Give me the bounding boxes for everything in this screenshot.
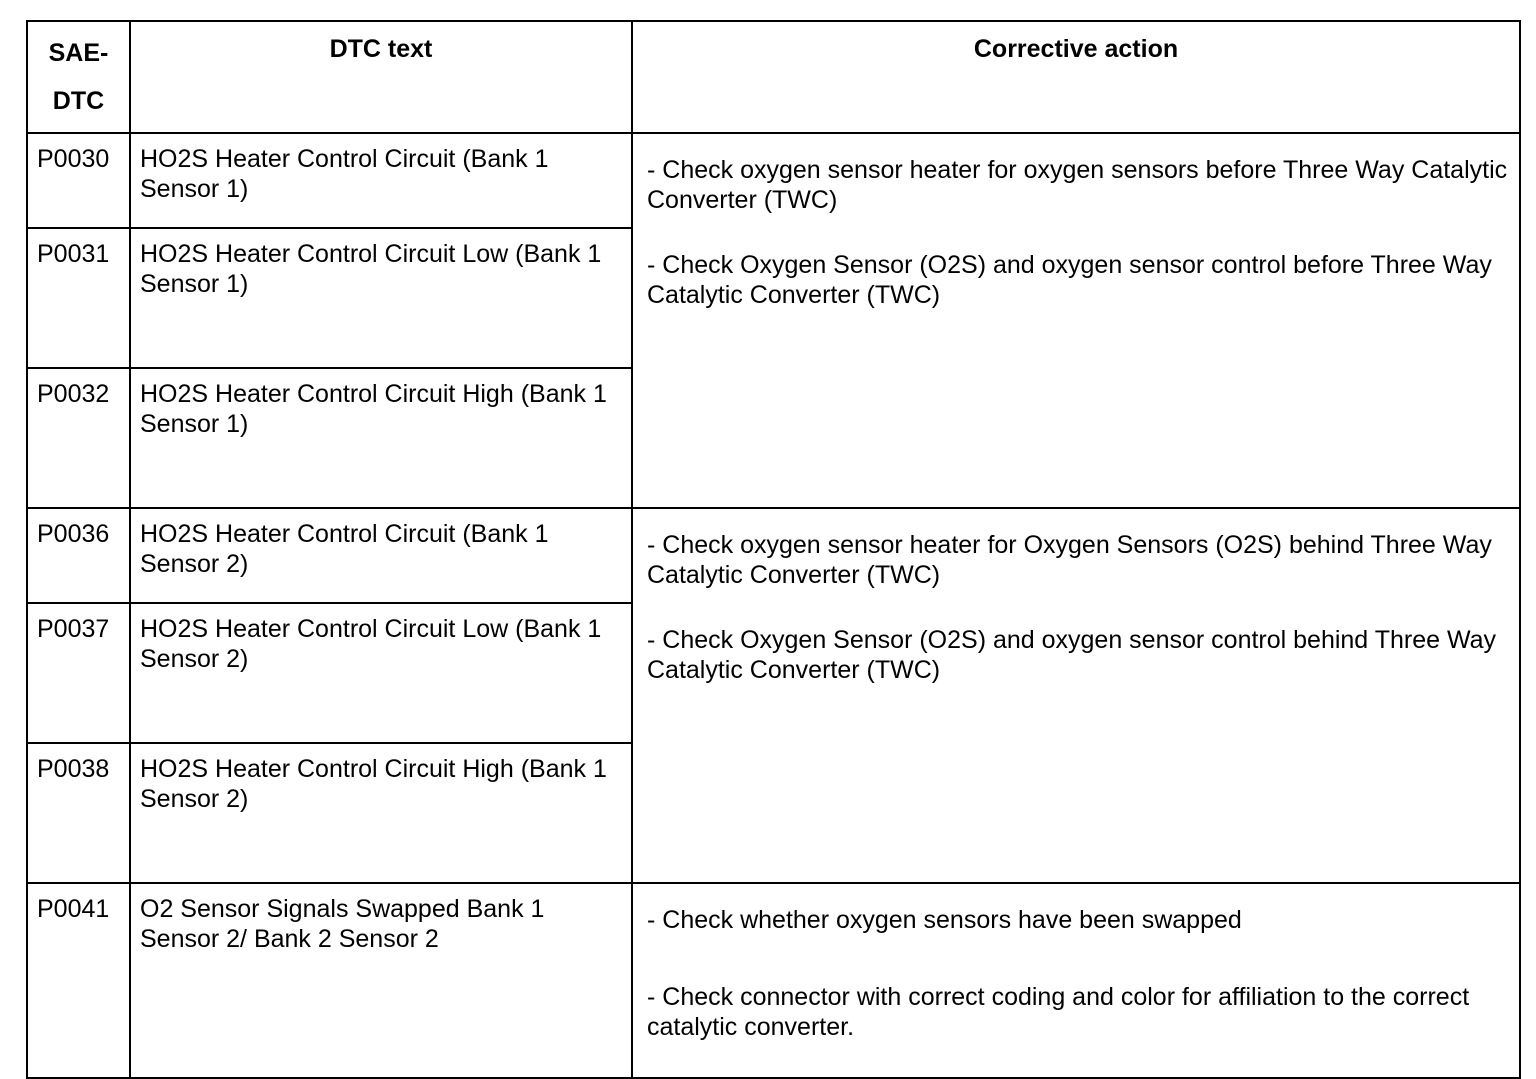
header-sae-line1: SAE-	[48, 39, 109, 67]
corrective-action-group-3	[632, 883, 1520, 1078]
dtc-text: HO2S Heater Control Circuit Low (Bank 1 Sensor 1)	[130, 228, 632, 368]
dtc-text: O2 Sensor Signals Swapped Bank 1 Sensor 2/ Bank 2 Sensor 2	[130, 883, 632, 1078]
dtc-text: HO2S Heater Control Circuit (Bank 1 Sensor 1)	[130, 133, 632, 228]
corrective-action-item: - Check Oxygen Sensor (O2S) and oxygen sensor control before Three Way Catalytic Converter (TWC)	[647, 251, 1492, 309]
header-corrective-action: Corrective action	[632, 21, 1520, 133]
dtc-text: HO2S Heater Control Circuit Low (Bank 1 Sensor 2)	[130, 603, 632, 743]
corrective-action-item: - Check connector with correct coding and color for affiliation to the correct catalytic converter.	[647, 983, 1470, 1041]
dtc-text: HO2S Heater Control Circuit High (Bank 1 Sensor 2)	[130, 743, 632, 883]
dtc-code: P0032	[27, 368, 130, 508]
dtc-code: P0031	[27, 228, 130, 368]
dtc-code: P0038	[27, 743, 130, 883]
dtc-code: P0037	[27, 603, 130, 743]
header-row	[27, 21, 1520, 133]
header-dtc-text: DTC text	[130, 21, 632, 133]
corrective-action-group-2	[632, 508, 1520, 883]
corrective-action-item: - Check oxygen sensor heater for Oxygen Sensors (O2S) behind Three Way Catalytic Converter (TWC)	[647, 531, 1492, 589]
header-sae-dtc	[27, 21, 130, 133]
corrective-action-item: - Check oxygen sensor heater for oxygen sensors before Three Way Catalytic Converter (TWC)	[647, 156, 1508, 214]
dtc-text: HO2S Heater Control Circuit (Bank 1 Sensor 2)	[130, 508, 632, 603]
dtc-code: P0036	[27, 508, 130, 603]
table-row	[27, 883, 1520, 1078]
table-row	[27, 508, 1520, 603]
corrective-action-group-1	[632, 133, 1520, 508]
table-row	[27, 133, 1520, 228]
dtc-text: HO2S Heater Control Circuit High (Bank 1 Sensor 1)	[130, 368, 632, 508]
dtc-table	[26, 20, 1521, 1079]
dtc-code: P0041	[27, 883, 130, 1078]
corrective-action-item: - Check whether oxygen sensors have been swapped	[647, 906, 1242, 934]
dtc-code: P0030	[27, 133, 130, 228]
header-sae-line2: DTC	[52, 87, 105, 115]
corrective-action-item: - Check Oxygen Sensor (O2S) and oxygen sensor control behind Three Way Catalytic Converter (TWC)	[647, 626, 1497, 684]
